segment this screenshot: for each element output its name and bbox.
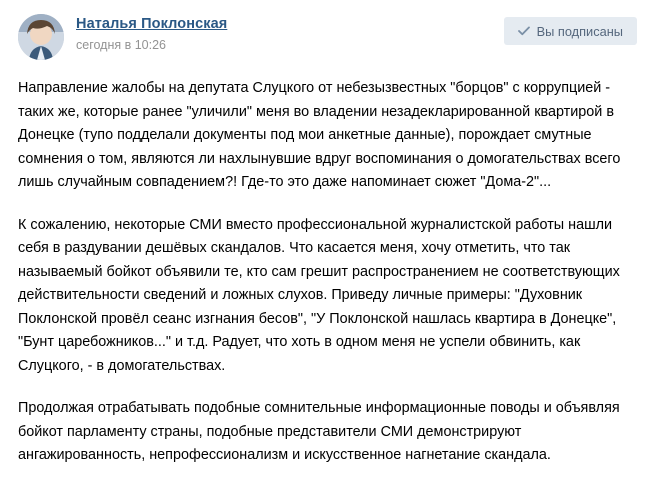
post-meta bbox=[76, 14, 227, 53]
author-name[interactable]: Наталья Поклонская bbox=[76, 16, 228, 32]
check-icon bbox=[518, 26, 530, 36]
post-date[interactable]: сегодня в 10:26 bbox=[76, 38, 166, 52]
avatar[interactable] bbox=[18, 14, 64, 60]
subscribed-button-label: Вы подписаны bbox=[536, 23, 623, 39]
post-text bbox=[18, 77, 637, 468]
post-paragraph: Направление жалобы на депутата Слуцкого от небезызвестных "борцов" с коррупцией - таких же, которые ранее "уличили" меня во владении незадекларированной квартирой в Донецке (тупо подделали документы под мои анкетные данные), порождает смутные сомнения о том, являются ли нахлынувшие вдруг воспоминания о домогательствах всего лишь случайным совпадением?! Где-то это даже напоминает сюжет "Дома-2"... bbox=[18, 80, 621, 190]
post-paragraph: К сожалению, некоторые СМИ вместо профессиональной журналистской работы нашли себя в раздувании дешёвых скандалов. Что касается меня, хочу отметить, что так называемый бойкот объявили те, кто сам грешит распространением не соответствующих действительности сведений и ложных слухов. Приведу личные примеры: "Духовник Поклонской провёл сеанс изгнания бесов", "У Поклонской нашлась квартира в Донецке", "Бунт царебожников..." и т.д. Радует, что хоть в одном меня не успели обвинить, как Слуцкого, - в домогательствах. bbox=[18, 216, 620, 374]
avatar-image bbox=[18, 14, 64, 60]
subscribed-button[interactable] bbox=[504, 17, 637, 45]
post-paragraph: Продолжая отрабатывать подобные сомнительные информационные поводы и объявляя бойкот парламенту страны, подобные представители СМИ демонстрируют ангажированность, непрофессионализм и искусственное нагнетание скандала. bbox=[18, 400, 620, 463]
